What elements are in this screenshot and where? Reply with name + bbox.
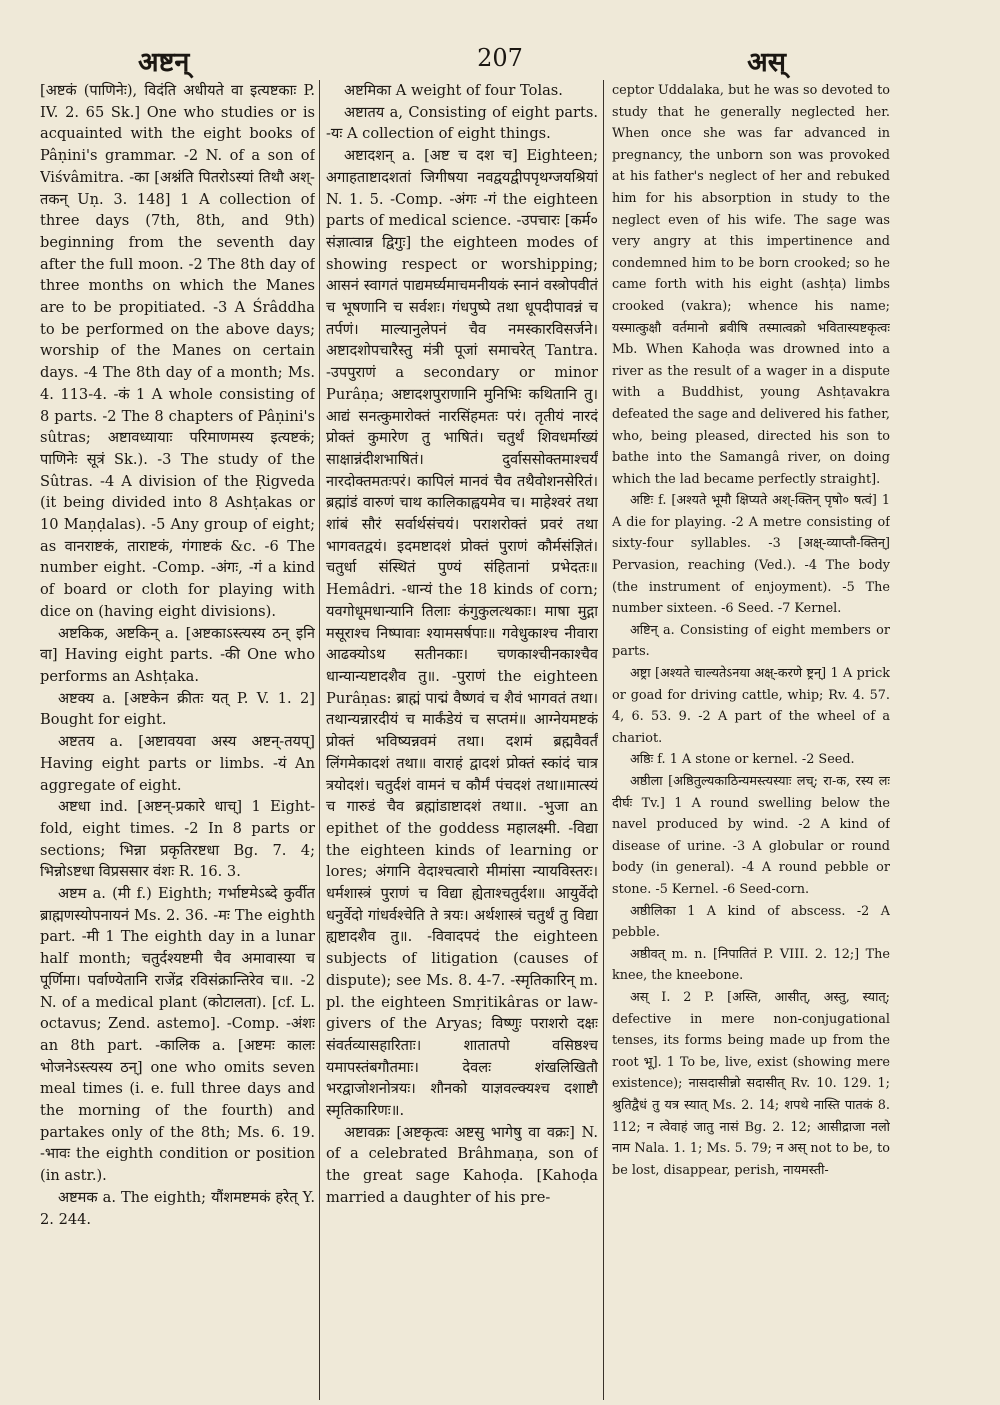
entry-as: अस् I. 2 P. [अस्ति, आसीत्, अस्तु, स्यात्; defective in mere non-conjugational tenses, its forms being made up from the root भू]. 1 To be, live, exist (showing mere existence); नासदासीन्नो सदासीत् Rv. 10. 129. 1; श्रुतिद्वैधं तु यत्र स्यात् Ms. 2. 14; शपथे नास्ति पातकं 8. 112; न त्वेवाहं जातु नासं Bg. 2. 12; आसीद्राजा नलो नाम Nala. 1. 1; Ms. 5. 79; न अस् not to be, to be lost, disappear, perish, नायमस्ती- — [612, 989, 890, 1178]
entry-ashtin: अष्टिन् a. Consisting of eight members or parts. — [612, 622, 890, 660]
entry-ashtakya: अष्टक्य a. [अष्टकेन क्रीतः यत् P. V. 1. 2] Bought for eight. — [40, 689, 315, 729]
entry-ashti: अष्टिः f. [अश्यते भूमौ क्षिप्यते अश्-क्तिन् पृषो० षत्वं] 1 A die for playing. -2 A metre consisting of sixty-four syllables. -3 [अक्ष्-व्याप्तौ-क्तिन्] Pervasion, reaching (Ved.). -4 The body (the instrument of enjoyment). -5 The number sixteen. -6 Seed. -7 Kernel. — [612, 493, 890, 617]
column-rule-right — [603, 80, 604, 1400]
entry-ashthilika: अष्ठीलिका 1 A kind of abscess. -2 A pebble. — [612, 903, 890, 941]
entry-ashtataya: अष्टतय a. [अष्टावयवा अस्य अष्टन्-तयप्] Having eight parts or limbs. -यं An aggregate of eight. — [40, 733, 315, 794]
entry-text: ceptor Uddalaka, but he was so devoted to study that he generally neglected her. When once she was far advanced in pregnancy, the unborn son was provoked at his father's neglect of her and rebuked him for his absorption in study to the neglect even of his wife. The sage was very angry at this impertinence and condemned him to be born crooked; so he came forth with his eight (ashṭa) limbs crooked (vakra); whence his name; यस्मात्कुक्षौ वर्तमानो ब्रवीषि तस्मात्वक्रो भवितास्यष्टकृत्वः Mb. When Kahoḍa was drowned into a river as the result of a wager in a dispute with a Buddhist, young Ashṭavakra defeated the sage and delivered his father, who, being pleased, directed his son to bathe into the Samangâ river, on doing which the lad became perfectly straight]. — [612, 83, 890, 487]
column-middle — [326, 80, 598, 1209]
entry-ashtra: अष्ट्रा [अश्यते चाल्यतेऽनया अक्ष्-करणे ष्ट्रन्] 1 A prick or goad for driving cattle, whip; Rv. 4. 57. 4, 6. 53. 9. -2 A part of the wheel of a chariot. — [612, 666, 890, 746]
column-rule-left — [319, 80, 320, 1400]
entry-ashtadha: अष्टधा ind. [अष्टन्-प्रकारे धाच्] 1 Eight-fold, eight times. -2 In 8 parts or sections; भिन्ना प्रकृतिरष्टधा Bg. 7. 4; भिन्नोऽष्टधा विप्रससार वंशः R. 16. 3. — [40, 798, 315, 881]
entry-ashthi: अष्ठिः f. 1 A stone or kernel. -2 Seed. — [630, 752, 855, 768]
entry-ashtadashan: अष्टादशन् a. [अष्ट च दश च] Eighteen; अगाहताष्टादशतां जिगीषया नवद्वयद्वीपपृथग्जयश्रियां N. 1. 5. -Comp. -अंगः -गं the eighteen parts of medical science. -उपचारः [कर्म० संज्ञात्वान्न द्विगुः] the eighteen modes of showing respect or worshipping; आसनं स्वागतं पाद्यमर्घ्यमाचमनीयकं स्नानं वस्त्रोपवीतं च भूषणानि च सर्वशः। गंधपुष्पे तथा धूपदीपावन्नं च तर्पणं। माल्यानुलेपनं चैव नमस्कारविसर्जने। अष्टादशोपचारैस्तु मंत्री पूजां समाचरेत् Tantra. -उपपुराणं a secondary or minor Purâṇa; अष्टादशपुराणानि मुनिभिः कथितानि तु। आद्यं सनत्कुमारोक्तं नारसिंहमतः परं। तृतीयं नारदं प्रोक्तं कुमारेण तु भाषितं। चतुर्थं शिवधर्माख्यं साक्षान्नंदीशभाषितं। दुर्वाससोक्तमाश्चर्यं नारदोक्तमतःपरं। कापिलं मानवं चैव तथैवोशनसेरितं। ब्रह्मांडं वारुणं चाथ कालिकाह्वयमेव च। माहेश्वरं तथा शांबं सौरं सर्वार्थसंचयं। पराशरोक्तं प्रवरं तथा भागवतद्वयं। इदमष्टादशं प्रोक्तं पुराणं कौर्मसंज्ञितं। चतुर्धा संस्थितं पुण्यं संहितानां प्रभेदतः॥ Hemâdri. -धान्यं the 18 kinds of corn; यवगोधूमधान्यानि तिलाः कंगुकुलत्थकाः। माषा मुद्गा मसूराश्च निष्पावाः श्यामसर्षपाः॥ गवेधुकाश्च नीवारा आढक्योऽथ सतीनकाः। चणकाश्चीनकाश्चैव धान्यान्यष्टादशैव तु॥. -पुराणं the eighteen Purâṇas: ब्राह्मं पाद्मं वैष्णवं च शैवं भागवतं तथा। तथान्यन्नारदीयं च मार्कंडेयं च सप्तमं॥ आग्नेयमष्टकं प्रोक्तं भविष्यन्नवमं तथा। दशमं ब्रह्मवैवर्तं लिंगमेकादशं तथा॥ वाराहं द्वादशं प्रोक्तं स्कांदं चात्र त्रयोदशं। चतुर्दशं वामनं च कौर्मं पंचदशं तथा॥मात्स्यं च गारुडं चैव ब्रह्मांडाष्टादशं तथा॥. -भुजा an epithet of the goddess महालक्ष्मी. -विद्या the eighteen kinds of learning or lores; अंगानि वेदाश्चत्वारो मीमांसा न्यायविस्तरः। धर्मशास्त्रं पुराणं च विद्या ह्येताश्चतुर्दश॥ आयुर्वेदो धनुर्वेदो गांधर्वश्चेति ते त्रयः। अर्थशास्त्रं चतुर्थं तु विद्या ह्यष्टादशैव तु॥. -विवादपदं the eighteen subjects of litigation (causes of dispute); see Ms. 8. 4-7. -स्मृतिकारिन् m. pl. the eighteen Smṛitikâras or law-givers of the Aryas; विष्णुः पराशरो दक्षः संवर्तव्यासहारिताः। शातातपो वसिष्ठश्च यमापस्तंबगौतमाः। देवलः शंखलिखितौ भरद्वाजोशनोत्रयः। शौनको याज्ञवल्क्यश्च दशाष्टौ स्मृतिकारिणः॥. — [326, 147, 598, 1120]
right-headword: अस् — [747, 47, 786, 78]
entry-ashthila: अष्ठीला [अष्ठितुल्यकाठिन्यमस्त्यस्याः लच्; रा-क, रस्य लः दीर्घः Tv.] 1 A round swelling below the navel produced by wind. -2 A kind of disease of urine. -3 A globular or round body (in general). -4 A round pebble or stone. -5 Kernel. -6 Seed-corn. — [612, 774, 890, 897]
column-left — [40, 80, 315, 1230]
column-right — [612, 80, 890, 1181]
entry-text: [अष्टकं (पाणिनेः), विदंति अधीयते वा इत्यष्टकाः P. IV. 2. 65 Sk.] One who studies or is acquainted with the eight books of Pâṇini's grammar. -2 N. of a son of Viśvâmitra. -का [अश्नंति पितरोऽस्यां तिथौ अश्-तकन् Uṇ. 3. 148] 1 A collection of three days (7th, 8th, and 9th) beginning from the seventh day after the full moon. -2 The 8th day of three months on which the Manes are to be propitiated. -3 A Śrâddha to be performed on the above days; worship of the Manes on certain days. -4 The 8th day of a month; Ms. 4. 113-4. -कं 1 A whole consisting of 8 parts. -2 The 8 chapters of Pâṇini's sûtras; अष्टावध्यायाः परिमाणमस्य इत्यष्टकं; पाणिनेः सूत्रं Sk.). -3 The study of the Sûtras. -4 A division of the Ṛigveda (it being divided into 8 Ashṭakas or 10 Maṇḍalas). -5 Any group of eight; as वानराष्टकं, ताराष्टकं, गंगाष्टकं &c. -6 The number eight. -Comp. -अंगः, -गं a kind of board or cloth for playing with dice on (having eight divisions). — [40, 82, 315, 620]
left-headword: अष्टन् — [138, 47, 190, 78]
entry-ashtamika: अष्टमिका A weight of four Tolas. — [344, 82, 563, 99]
entry-ashtataya-2: अष्टातय a, Consisting of eight parts. -यः A collection of eight things. — [326, 103, 598, 143]
page-number: 207 — [477, 44, 523, 72]
entry-ashtakika: अष्टकिक, अष्टकिन् a. [अष्टकाऽस्त्यस्य ठन् इनि वा] Having eight parts. -की One who performs an Ashṭaka. — [40, 624, 315, 685]
entry-ashtama: अष्टम a. (मी f.) Eighth; गर्भाष्टमेऽब्दे कुर्वीत ब्राह्मणस्योपनायनं Ms. 2. 36. -मः The eighth part. -मी 1 The eighth day in a lunar half month; चतुर्दश्यष्टमी चैव अमावास्या च पूर्णिमा। पर्वाण्येतानि राजेंद्र रविसंक्रान्तिरेव च॥. -2 N. of a medical plant (कोटालता). [cf. L. octavus; Zend. astemo]. -Comp. -अंशः an 8th part. -कालिक a. [अष्टमः कालः भोजनेऽस्त्यस्य ठन्] one who omits seven meal times (i. e. full three days and the morning of the fourth) and partakes only of the 8th; Ms. 6. 19. -भावः the eighth condition or position (in astr.). — [40, 885, 315, 1185]
entry-ashtavakra: अष्टावक्रः [अष्टकृत्वः अष्टसु भागेषु वा वक्रः] N. of a celebrated Brâhmaṇa, son of the great sage Kahoḍa. [Kahoḍa married a daughter of his pre- — [326, 1123, 598, 1206]
entry-ashtamaka: अष्टमक a. The eighth; यौंशमष्टमकं हरेत् Y. 2. 244. — [40, 1188, 315, 1228]
entry-ashthivat: अष्ठीवत् m. n. [निपातितं P. VIII. 2. 12;] The knee, the kneebone. — [612, 946, 890, 984]
